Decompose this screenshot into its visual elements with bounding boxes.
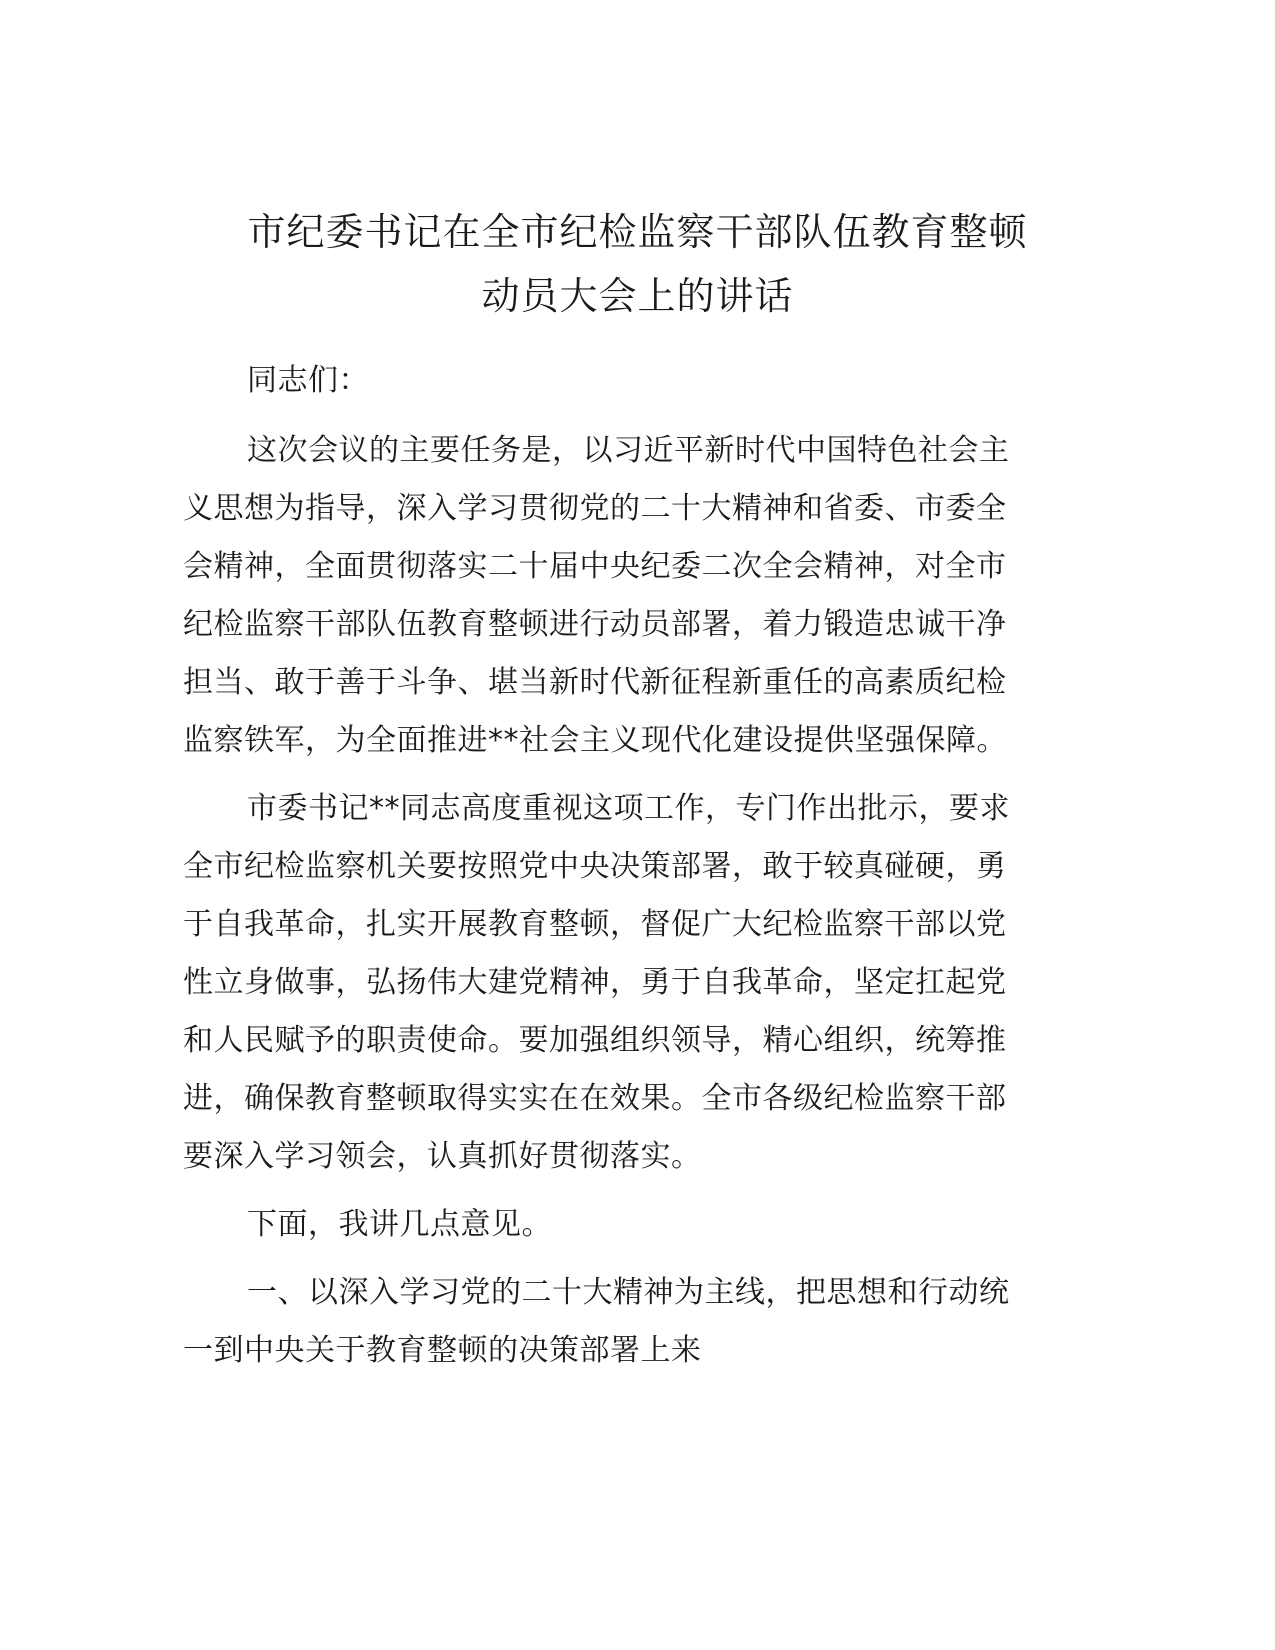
document-body bbox=[183, 352, 1083, 1390]
section-heading-one bbox=[183, 1264, 1083, 1380]
text-line: 一到中央关于教育整顿的决策部署上来 bbox=[183, 1333, 702, 1368]
text-line: 一、以深入学习党的二十大精神为主线，把思想和行动统 bbox=[247, 1275, 1010, 1310]
text-line: 于自我革命，扎实开展教育整顿，督促广大纪检监察干部以党 bbox=[183, 907, 1007, 942]
text-line: 进，确保教育整顿取得实实在在效果。全市各级纪检监察干部 bbox=[183, 1081, 1007, 1116]
document-title bbox=[150, 200, 1125, 328]
text-line: 担当、敢于善于斗争、堪当新时代新征程新重任的高素质纪检 bbox=[183, 665, 1007, 700]
text-line: 监察铁军，为全面推进**社会主义现代化建设提供坚强保障。 bbox=[183, 723, 1007, 758]
title-line: 市纪委书记在全市纪检监察干部队伍教育整顿 bbox=[247, 210, 1028, 254]
text-line: 全市纪检监察机关要按照党中央决策部署，敢于较真碰硬，勇 bbox=[183, 849, 1007, 884]
greeting: 同志们： bbox=[247, 363, 369, 398]
paragraph-meeting-task bbox=[183, 422, 1083, 770]
text-line: 纪检监察干部队伍教育整顿进行动员部署，着力锻造忠诚干净 bbox=[183, 607, 1007, 642]
paragraph-secretary-instruction bbox=[183, 780, 1083, 1186]
text-line: 和人民赋予的职责使命。要加强组织领导，精心组织，统筹推 bbox=[183, 1023, 1007, 1058]
text-line: 这次会议的主要任务是，以习近平新时代中国特色社会主 bbox=[247, 433, 1010, 468]
text-line: 会精神，全面贯彻落实二十届中央纪委二次全会精神，对全市 bbox=[183, 549, 1007, 584]
text-line: 市委书记**同志高度重视这项工作，专门作出批示，要求 bbox=[247, 791, 1010, 826]
text-line: 性立身做事，弘扬伟大建党精神，勇于自我革命，坚定扛起党 bbox=[183, 965, 1007, 1000]
paragraph-transition bbox=[183, 1196, 1083, 1254]
text-line: 下面，我讲几点意见。 bbox=[247, 1207, 552, 1242]
text-line: 义思想为指导，深入学习贯彻党的二十大精神和省委、市委全 bbox=[183, 491, 1007, 526]
title-line: 动员大会上的讲话 bbox=[481, 274, 794, 318]
text-line: 要深入学习领会，认真抓好贯彻落实。 bbox=[183, 1139, 702, 1174]
